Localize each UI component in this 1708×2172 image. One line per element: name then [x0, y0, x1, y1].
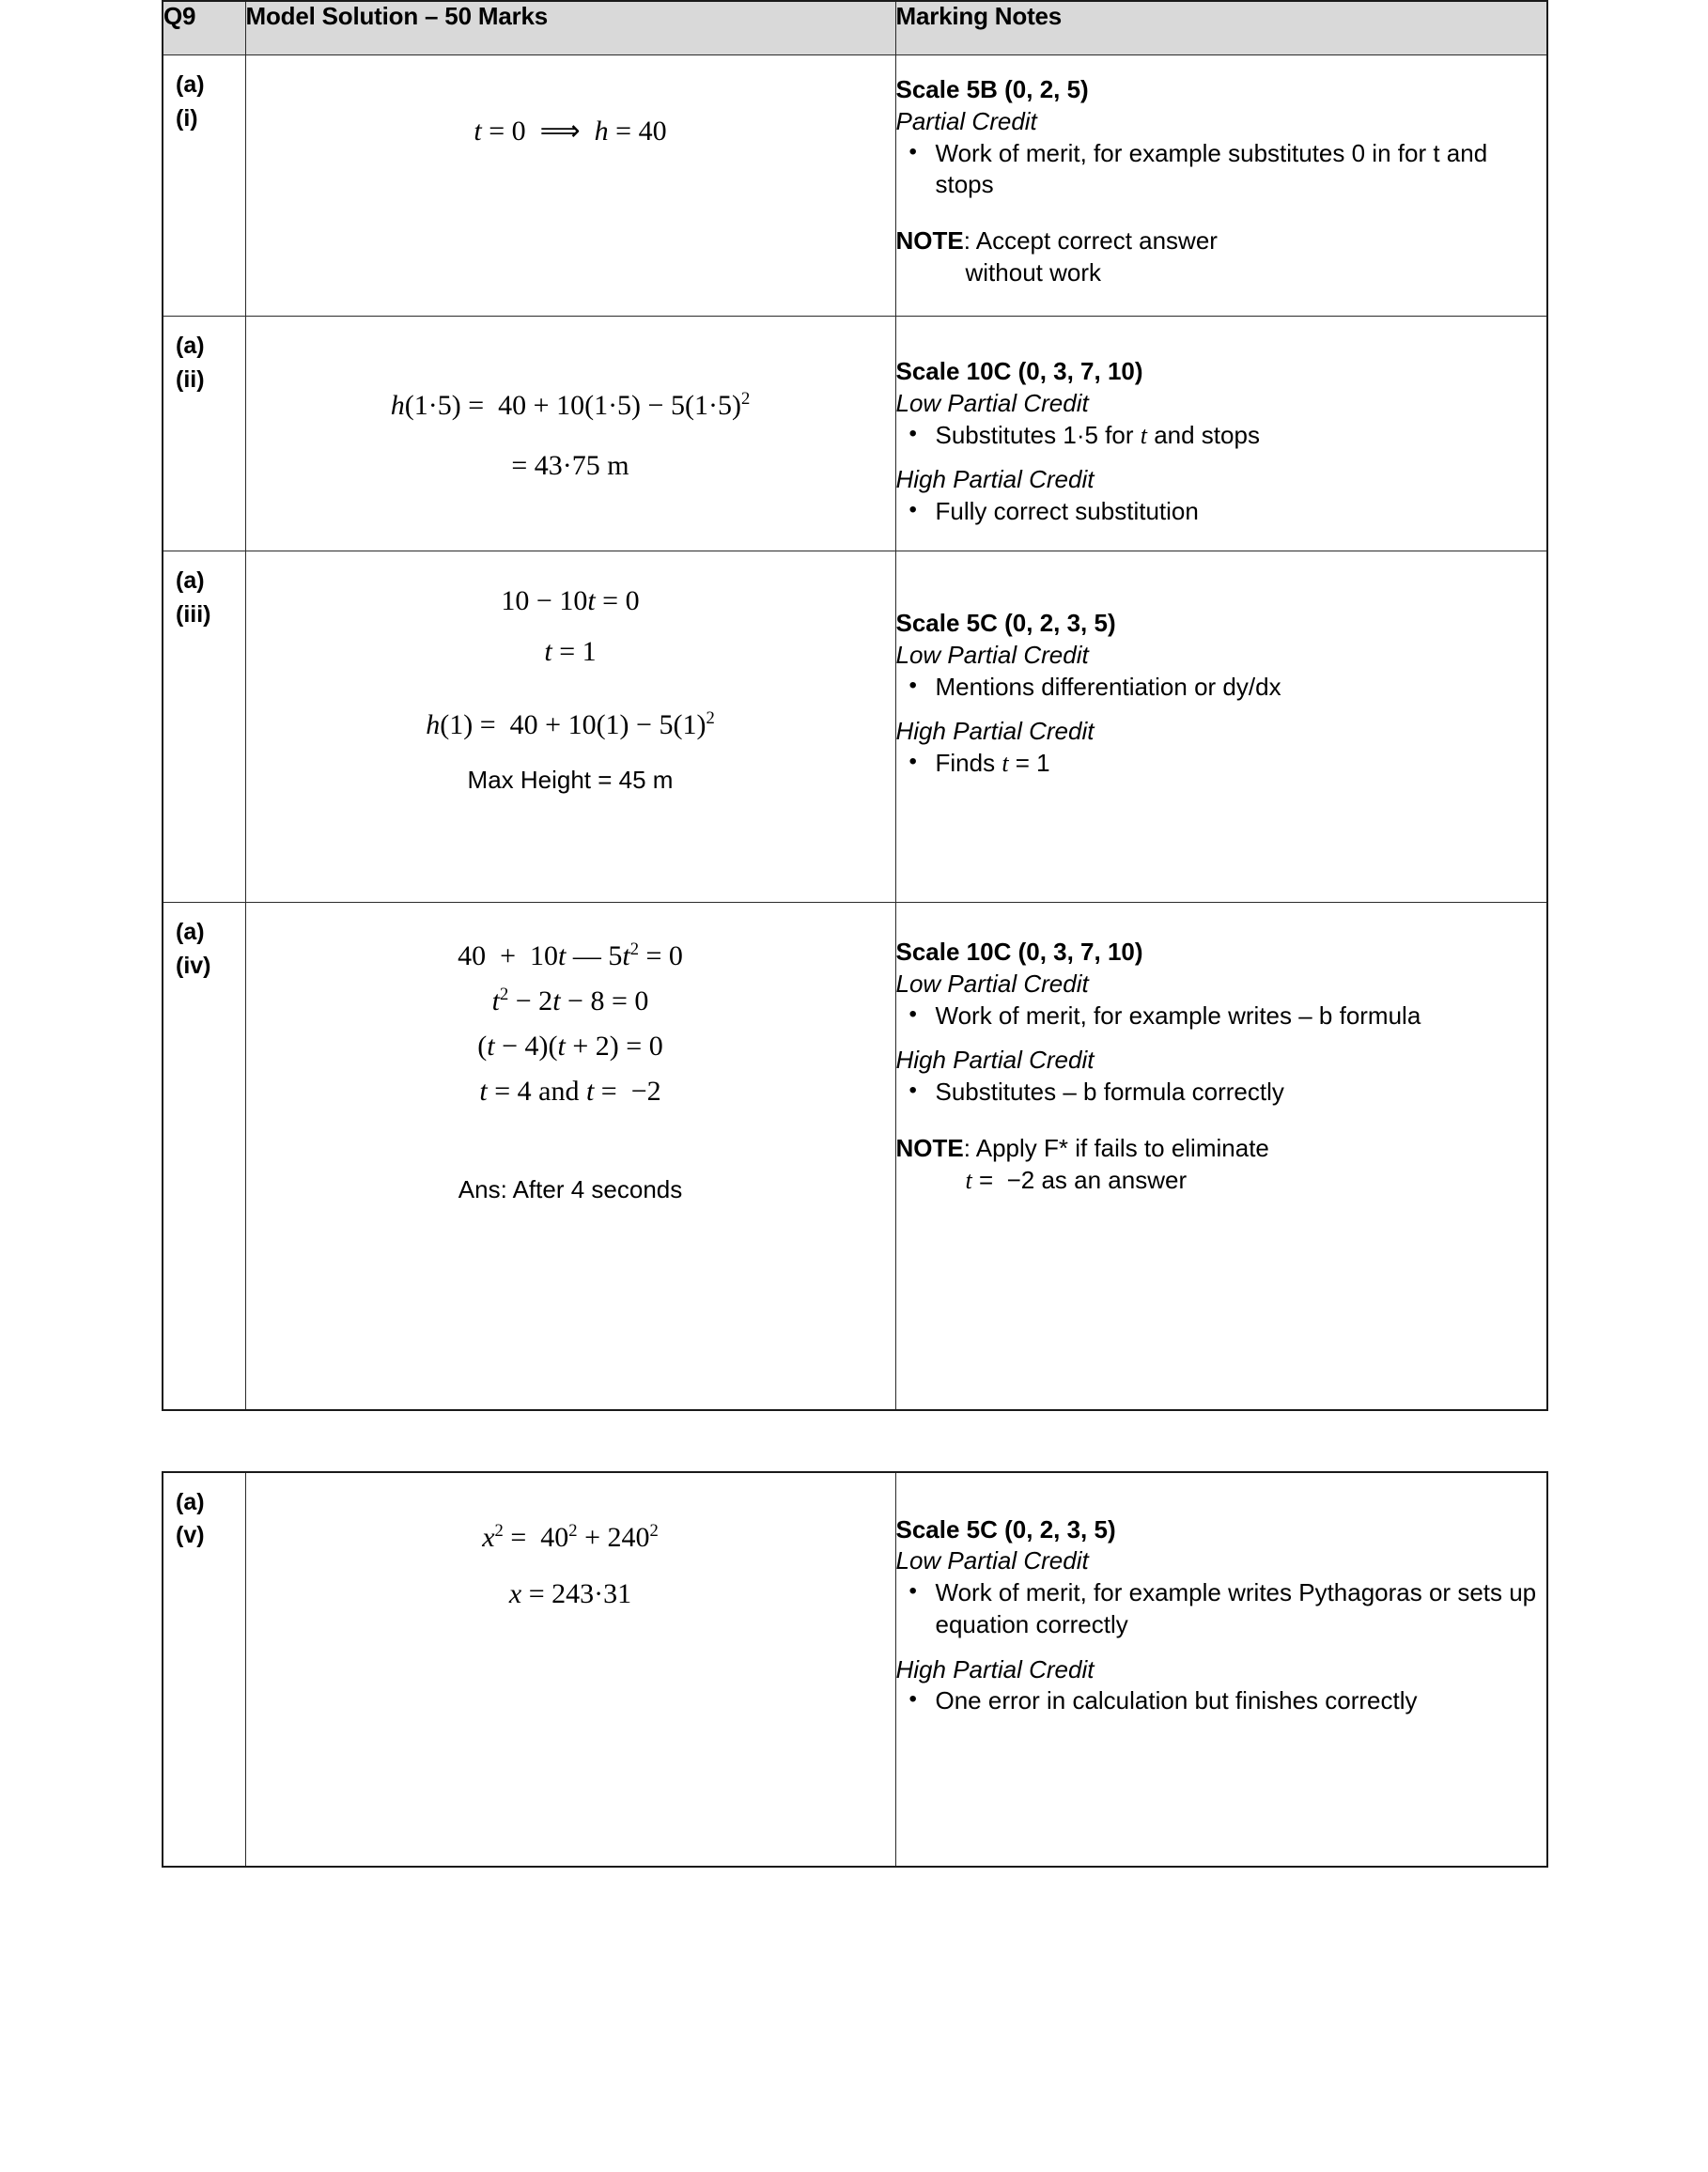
credit-bullet: • One error in calculation but finishes correctly: [896, 1685, 1547, 1717]
credit-title: High Partial Credit: [895, 717, 1095, 746]
note-label: NOTE: [895, 226, 964, 256]
row-label-cell: [163, 1472, 245, 1867]
scale-label: Scale 5B (0, 2, 5): [895, 75, 1089, 103]
table-row: [163, 1472, 1547, 1867]
scale-label: Scale 5C (0, 2, 3, 5): [895, 609, 1116, 637]
credit-bullet: • Work of merit, for example writes – b formula: [896, 1001, 1547, 1032]
note-line: [896, 225, 1547, 257]
marking-notes-cell: [895, 317, 1547, 551]
row-label-part: (a): [176, 919, 205, 945]
credit-bullet-list: [896, 496, 1547, 528]
credit-bullet-list: [896, 138, 1547, 202]
credit-title: Partial Credit: [895, 106, 1037, 135]
row-label-cell: [163, 55, 245, 317]
credit-title: High Partial Credit: [895, 1046, 1095, 1075]
solution-line: $h(1\cdot 5) = 40 + 10(1\cdot 5) - 5(1\cdot 5)^2$: [390, 389, 751, 421]
credit-bullet: • Substitutes 1·5 for t and stops: [896, 420, 1547, 452]
table-row: [163, 55, 1547, 317]
model-solution-cell: [245, 55, 895, 317]
credit-bullet-list: [896, 748, 1547, 780]
scale-label: Scale 10C (0, 3, 7, 10): [895, 938, 1143, 966]
marking-notes-cell: [895, 55, 1547, 317]
solution-line: 40 + 10t — $5t^2 = 0$: [458, 939, 683, 971]
column-header-marking-notes: Marking Notes: [895, 1, 1547, 55]
solution-line: t = 0 ⟹ h = 40: [474, 116, 667, 147]
row-label-part: (a): [176, 567, 205, 594]
row-label-roman: (ii): [176, 365, 205, 393]
credit-bullet-list: [896, 1001, 1547, 1032]
row-label-cell: [163, 317, 245, 551]
table-row: [163, 903, 1547, 1410]
credit-title: High Partial Credit: [895, 465, 1095, 494]
solution-line: $h(1) = 40 + 10(1) - 5(1)^2$: [426, 708, 715, 740]
marking-scheme-table-2: [162, 1471, 1548, 1868]
scale-label: Scale 5C (0, 2, 3, 5): [895, 1514, 1116, 1544]
credit-title: Low Partial Credit: [895, 388, 1089, 417]
solution-line: x = 243·31: [508, 1577, 632, 1609]
table-row: [163, 317, 1547, 551]
model-solution-cell: [245, 1472, 895, 1867]
credit-title: High Partial Credit: [895, 1654, 1095, 1683]
row-label-part: (a): [176, 333, 205, 359]
note-line: [896, 1133, 1547, 1165]
solution-line: $t^2 - 2t - 8 = 0$: [491, 985, 649, 1016]
row-label-cell: [163, 903, 245, 1410]
credit-bullet: • Substitutes – b formula correctly: [896, 1077, 1547, 1109]
row-label-roman: (v): [176, 1522, 205, 1548]
row-label-part: (a): [176, 1488, 205, 1515]
solution-line: = 43·75 m: [511, 450, 629, 481]
column-header-question: Q9: [163, 1, 245, 55]
solution-line: Ans: After 4 seconds: [458, 1175, 683, 1203]
credit-bullet-list: [896, 1577, 1547, 1641]
model-solution-cell: [245, 551, 895, 903]
marking-notes-cell: [895, 1472, 1547, 1867]
credit-bullet: • Fully correct substitution: [896, 496, 1547, 528]
solution-line: $x^2 = 40^2 + 240^2$: [482, 1520, 659, 1553]
credit-bullet: • Work of merit, for example substitutes 0 in for t and stops: [896, 138, 1547, 202]
model-solution-cell: [245, 317, 895, 551]
scale-label: Scale 10C (0, 3, 7, 10): [895, 357, 1143, 385]
column-header-model-solution: Model Solution – 50 Marks: [245, 1, 895, 55]
note-label: NOTE: [895, 1133, 964, 1162]
credit-bullet-list: [896, 1685, 1547, 1717]
credit-title: Low Partial Credit: [895, 1546, 1089, 1575]
row-label-roman: (iii): [176, 600, 211, 628]
credit-bullet-list: [896, 420, 1547, 452]
credit-bullet-list: [896, 672, 1547, 704]
marking-notes-cell: [895, 903, 1547, 1410]
row-label-roman: (i): [176, 104, 198, 132]
row-label-part: (a): [176, 71, 205, 98]
solution-line: t = 1: [544, 636, 597, 667]
credit-title: Low Partial Credit: [895, 640, 1089, 669]
note-text: : Accept correct answer: [963, 226, 1218, 256]
note-continuation: t = −2 as an answer: [965, 1165, 1188, 1194]
credit-bullet: • Finds t = 1: [896, 748, 1547, 780]
credit-bullet-list: [896, 1077, 1547, 1109]
solution-line: t = 4 and t = −2: [479, 1076, 661, 1107]
marking-scheme-page: [162, 0, 1548, 1868]
model-solution-cell: [245, 903, 895, 1410]
table-row: [163, 551, 1547, 903]
table-header-row: [163, 1, 1547, 55]
solution-line: (t − 4)(t + 2) = 0: [477, 1031, 663, 1062]
credit-title: Low Partial Credit: [895, 969, 1089, 998]
marking-notes-cell: [895, 551, 1547, 903]
solution-line: Max Height = 45 m: [467, 766, 674, 794]
row-label-roman: (iv): [176, 952, 211, 979]
note-continuation: without work: [965, 257, 1101, 287]
row-label-cell: [163, 551, 245, 903]
credit-bullet: • Mentions differentiation or dy/dx: [896, 672, 1547, 704]
solution-line: 10 − 10t = 0: [501, 585, 640, 616]
marking-scheme-table-1: [162, 0, 1548, 1411]
credit-bullet: • Work of merit, for example writes Pythagoras or sets up equation correctly: [896, 1577, 1547, 1641]
note-text: : Apply F* if fails to eliminate: [963, 1133, 1269, 1162]
table-gap: [162, 1411, 1548, 1471]
